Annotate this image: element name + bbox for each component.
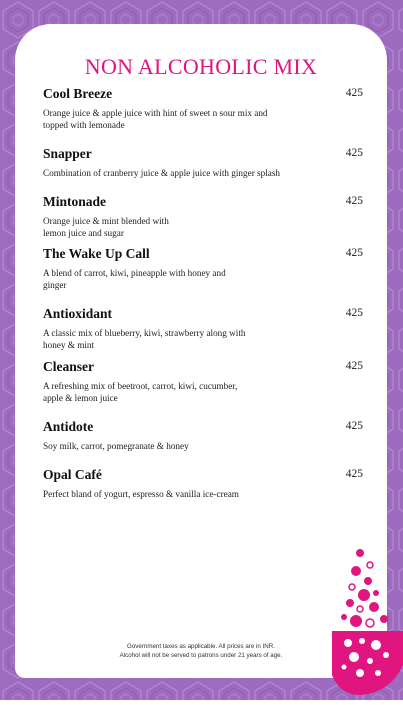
item-price: 425 <box>345 468 363 480</box>
menu-item-opal-cafe <box>43 467 363 500</box>
cocktail-glass-icon <box>330 545 403 705</box>
menu-item-mintonade <box>43 194 363 239</box>
item-price: 425 <box>345 247 363 259</box>
item-price: 425 <box>345 147 363 159</box>
item-name: Cool Breeze <box>43 86 113 101</box>
item-price: 425 <box>345 307 363 319</box>
item-description: Combination of cranberry juice & apple juice with ginger splash <box>43 168 281 178</box>
footer-tax-note: Government taxes as applicable. All prices are in INR. <box>127 643 275 650</box>
item-name: The Wake Up Call <box>43 246 150 261</box>
item-price: 425 <box>345 87 363 99</box>
item-description: Soy milk, carrot, pomegranate & honey <box>43 441 189 451</box>
item-description: A blend of carrot, kiwi, pineapple with honey and ginger <box>43 268 226 290</box>
item-description: Orange juice & apple juice with hint of sweet n sour mix and topped with lemonade <box>43 108 268 130</box>
menu-title: NON ALCOHOLIC MIX <box>84 54 318 79</box>
footer-age-note: Alcohol will not be served to patrons under 21 years of age. <box>119 651 283 659</box>
item-name: Antidote <box>43 419 94 434</box>
item-price: 425 <box>345 420 363 432</box>
menu-item-cleanser <box>43 359 363 404</box>
item-name: Antioxidant <box>43 306 113 321</box>
item-description: A classic mix of blueberry, kiwi, strawberry along with honey & mint <box>43 328 246 350</box>
item-name: Snapper <box>43 146 92 161</box>
menu-item-snapper <box>43 146 363 179</box>
item-name: Opal Café <box>43 467 102 482</box>
item-description: Orange juice & mint blended with lemon juice and sugar <box>43 216 169 238</box>
menu-item-antidote <box>43 419 363 452</box>
item-price: 425 <box>345 195 363 207</box>
item-name: Cleanser <box>43 359 94 374</box>
menu-item-the-wake-up-call <box>43 246 363 291</box>
menu-item-antioxidant <box>43 306 363 351</box>
item-name: Mintonade <box>43 194 107 209</box>
item-description: Perfect bland of yogurt, espresso & vanilla ice-cream <box>43 489 239 499</box>
item-price: 425 <box>345 360 363 372</box>
item-description: A refreshing mix of beetroot, carrot, kiwi, cucumber, apple & lemon juice <box>43 381 238 403</box>
menu-item-cool-breeze <box>43 86 363 131</box>
